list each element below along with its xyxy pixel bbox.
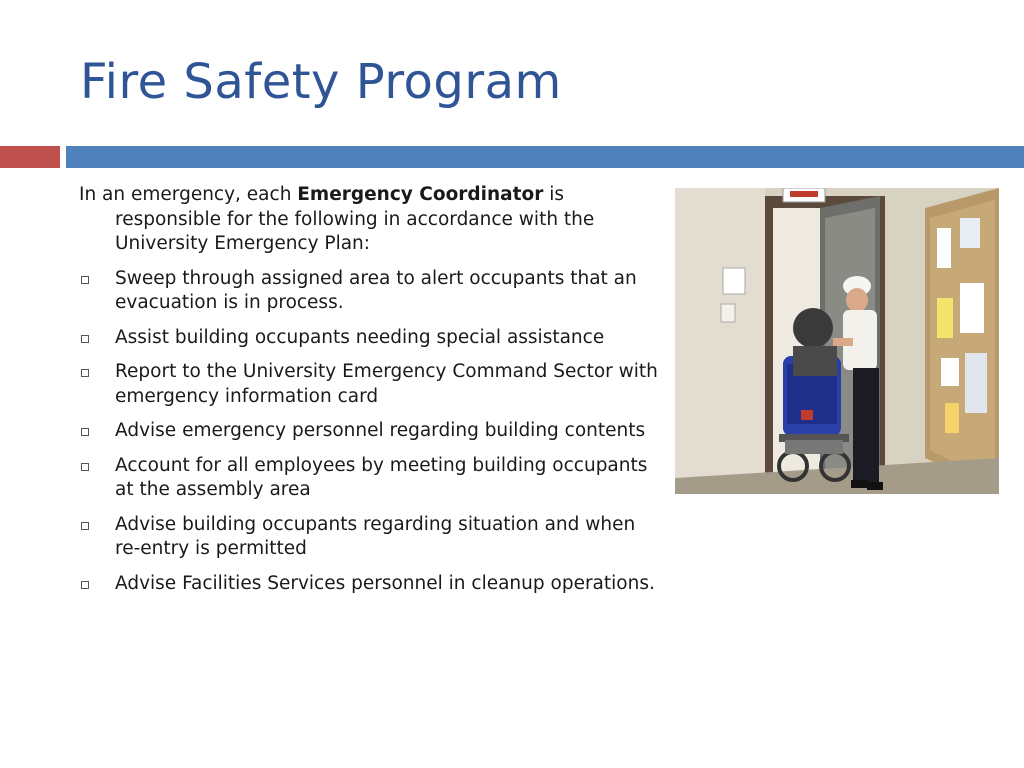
intro-paragraph bbox=[79, 183, 664, 257]
bullet-item bbox=[79, 326, 664, 351]
accent-bar-blue bbox=[66, 146, 1024, 168]
slide-title: Fire Safety Program bbox=[80, 54, 562, 110]
bullet-text: Report to the University Emergency Command Sector with emergency information card bbox=[115, 361, 658, 407]
bullet-item bbox=[79, 454, 664, 503]
bullet-item bbox=[79, 360, 664, 409]
bullet-item bbox=[79, 267, 664, 316]
intro-prefix: In an emergency, each bbox=[79, 184, 298, 205]
slide-content bbox=[79, 183, 664, 606]
square-bullet-icon bbox=[81, 463, 89, 471]
square-bullet-icon bbox=[81, 522, 89, 530]
bullet-item bbox=[79, 513, 664, 562]
intro-suffix: is responsible for the following in accordance with the University Emergency Plan: bbox=[115, 184, 595, 254]
intro-emphasis: Emergency Coordinator bbox=[297, 184, 544, 205]
bullet-text: Account for all employees by meeting building occupants at the assembly area bbox=[115, 454, 648, 500]
square-bullet-icon bbox=[81, 428, 89, 436]
square-bullet-icon bbox=[81, 581, 89, 589]
square-bullet-icon bbox=[81, 335, 89, 343]
bullet-item bbox=[79, 419, 664, 444]
bullet-text: Sweep through assigned area to alert occupants that an evacuation is in process. bbox=[115, 267, 637, 313]
bullet-list bbox=[79, 267, 664, 597]
square-bullet-icon bbox=[81, 369, 89, 377]
evacuation-photo bbox=[675, 188, 999, 494]
square-bullet-icon bbox=[81, 276, 89, 284]
bullet-text: Assist building occupants needing special assistance bbox=[115, 326, 605, 348]
bullet-text: Advise emergency personnel regarding building contents bbox=[115, 420, 646, 441]
accent-bar-red bbox=[0, 146, 60, 168]
bullet-text: Advise building occupants regarding situation and when re-entry is permitted bbox=[115, 513, 636, 559]
bullet-item bbox=[79, 572, 664, 597]
bullet-text: Advise Facilities Services personnel in cleanup operations. bbox=[115, 572, 655, 594]
